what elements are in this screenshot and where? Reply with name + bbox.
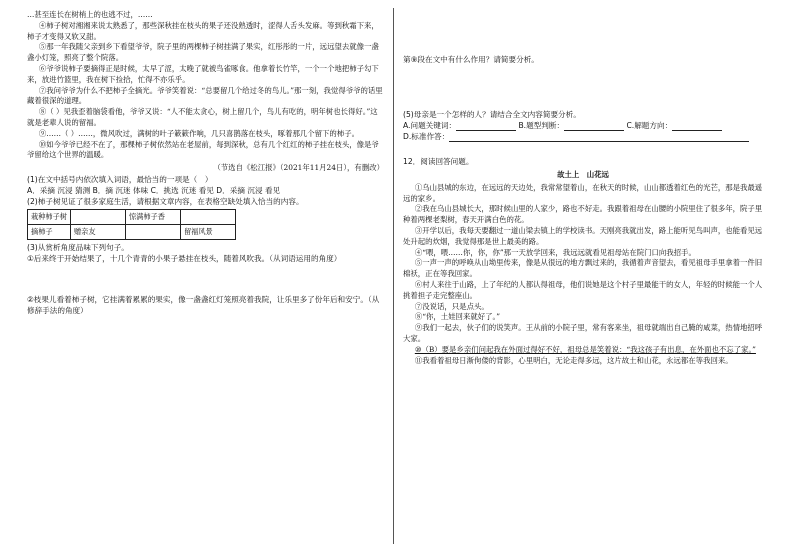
passage-paragraph: ①乌山县城的东边，在远远的天边处，我常常望着山，在秋天的时候，山山都透着红色的光芒，那是我最遥远的家乡。 (403, 182, 763, 203)
answer-line[interactable] (564, 121, 624, 131)
fill-table (27, 209, 236, 240)
table-cell: 赠亲友 (70, 224, 125, 239)
answer-cell[interactable] (125, 224, 180, 239)
left-column (27, 10, 384, 316)
answer-line[interactable] (449, 132, 749, 142)
question-stem: (2)柿子树见证了很多家庭生活，请根据文章内容，在表格空缺处填入恰当的内容。 (27, 196, 304, 206)
answer-line[interactable] (456, 121, 516, 131)
passage-paragraph: ④“喂，喂……你，你，你”那一天放学回来，我远远就看见祖母站在院门口向我招手。 (414, 247, 696, 257)
passage-paragraph: ⑧“你，土娃回来就好了。” (414, 312, 500, 322)
passage-paragraph: ③开学以后，我每天要翻过一道山梁去镇上的学校读书。天刚亮我就出发，路上能听见鸟叫声，也能看见远处升起的炊烟，我觉得那是世上最美的路。 (403, 225, 763, 246)
table-cell: 留福风景 (180, 224, 235, 239)
question-options: A．采摘 沉浸 猜测 B．摘 沉迷 体味 C．挑选 沉迷 看见 D．采摘 沉浸 看见 (27, 185, 281, 195)
passage-paragraph: ⑥爷爷说柿子要摘得正是时候，太早了涩，太晚了就被鸟雀啄食。他拿着长竹竿，一个一个地把柿子勾下来，放进竹篮里，我在树下捡拾，忙得不亦乐乎。 (27, 63, 379, 84)
passage-paragraph: ②我在乌山县城长大，那时候山里的人家少，路也不好走。我跟着祖母在山腰的小院里住了很多年，院子里种着两棵老梨树，春天开满白色的花。 (403, 204, 763, 225)
table-row (28, 224, 236, 239)
question-12: 12．阅读回答问题。 (403, 157, 474, 166)
question-5 (403, 109, 763, 142)
answer-cell[interactable] (70, 209, 125, 224)
question-1 (27, 174, 384, 196)
passage-paragraph: ⑨我们一起去，伙子们的说笑声。王从前的小院子里，常有客来坐，祖母就端出自己腌的咸菜，热情地招呼大家。 (403, 323, 763, 343)
question-3 (27, 242, 384, 316)
sub-question: ②枝果儿看着柿子树，它挂满着累累的果实，像一盏盏红灯笼照亮着我院，让乐里多了份年后和安宁。（从修辞手法的角度） (27, 294, 380, 315)
label-type: B.题型判断： (518, 121, 565, 130)
passage-paragraph: ④柿子树对湘湘来说太熟悉了，那些深秋挂在枝头的果子还没熟透时，涩得人舌头发麻。等到秋霜下来，柿子才变得又软又甜。 (27, 20, 379, 41)
passage-paragraph: …甚至连长在树梢上的也逃不过，…… (27, 10, 153, 19)
label-direction: C.解题方向： (626, 121, 673, 130)
passage-paragraph: ⑩如今爷爷已经不在了，那棵柿子树依然站在老屋前，每到深秋，总有几个红红的柿子挂在枝头，像是爷爷留给这个世界的温暖。 (27, 139, 379, 160)
passage-paragraph: ⑩（B）要是乡亲们问起我在外面过得好不好，祖母总是笑着说：“我这孩子有出息，在外面也不忘了家。” (414, 344, 756, 354)
question-2 (27, 196, 384, 240)
label-keyword: A.问题关键词： (403, 121, 457, 130)
table-cell: 惊满柿子香 (125, 209, 180, 224)
label-answer: D.标准作答： (403, 132, 450, 141)
answer-space[interactable] (27, 264, 384, 294)
table-cell: 摘柿子 (28, 224, 71, 239)
passage-paragraph: ⑧（ ）见我歪着脑袋看他，爷爷又说：“人不能太贪心，树上留几个，鸟儿有吃的，明年树也长得好。”这就是老辈人说的留福。 (27, 107, 378, 127)
table-cell: 栽种柿子树 (28, 209, 71, 224)
sub-question: ①后来终于开始结果了，十几个青青的小果子悬挂在枝头，随着风吹我。（从词语运用的角度） (27, 253, 342, 263)
question-4: 第⑨段在文中有什么作用？请简要分析。 (403, 55, 539, 64)
passage-paragraph: ⑪我看着祖母日渐佝偻的背影，心里明白，无论走得多远，这片故土和山花，永远都在等我回来。 (414, 355, 733, 365)
passage-paragraph: ⑦没说话，只是点头。 (414, 301, 489, 311)
answer-cell[interactable] (180, 209, 235, 224)
passage-paragraph: ⑦我问爷爷为什么不把柿子全摘光。爷爷笑着说：“总要留几个给过冬的鸟儿。”那一刻，我觉得爷爷的话里藏着很深的道理。 (27, 85, 383, 106)
question-stem: (5)母亲是一个怎样的人？请结合全文内容简要分析。 (403, 110, 581, 119)
answer-space[interactable] (403, 65, 763, 109)
question-stem: (1)在文中括号内依次填入词语，最恰当的一项是（ ） (27, 174, 213, 184)
source-note: （节选自《松江报》（2021年11月24日），有删改） (213, 163, 384, 173)
article-title: 故土上 山花远 (557, 170, 609, 179)
table-row (28, 209, 236, 224)
passage-paragraph: ⑤那一年我随父亲到乡下看望爷爷，院子里的两棵柿子树挂满了果实，红彤彤的一片，远远望去就像一盏盏小灯笼，照亮了整个院落。 (27, 42, 379, 63)
column-divider (393, 8, 394, 544)
right-column (403, 10, 763, 366)
passage-paragraph: ⑤一声一声的呼唤从山坳里传来，像是从很远的地方飘过来的，我循着声音望去，看见祖母手里拿着一件旧棉袄，正在等我回家。 (403, 258, 763, 279)
passage-paragraph: ⑨……（ ）……，微风吹过，满树的叶子簌簌作响，几只喜鹊落在枝头，啄着那几个留下的柿子。 (38, 128, 359, 138)
answer-line[interactable] (672, 121, 722, 131)
passage-paragraph: ⑥村人来往于山路，上了年纪的人都认得祖母，他们说她是这个村子里最能干的女人，年轻的时候能一个人挑着担子走完整座山。 (403, 279, 763, 300)
question-stem: (3)从赏析角度品味下列句子。 (27, 242, 129, 252)
